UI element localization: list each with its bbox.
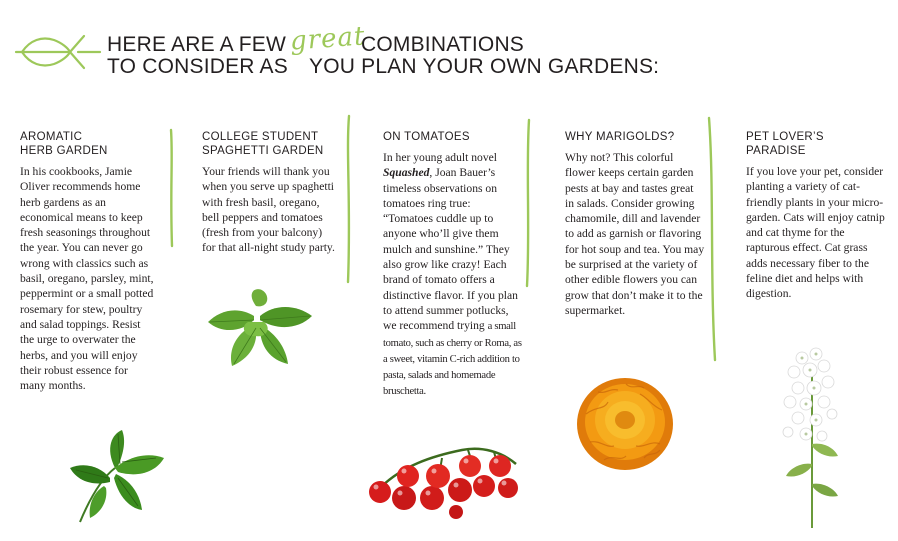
column-title xyxy=(20,130,155,158)
column-divider xyxy=(342,114,356,284)
body-text: In her young adult novel xyxy=(383,151,497,164)
column-body: If you love your pet, consider planting a variety of cat-friendly plants in your micro-garden. Cats will enjoy catnip and cat thyme for the rapturous effect. Cat grass adds necessary fiber to the feline diet and helps with digestion. xyxy=(746,165,885,301)
column-title xyxy=(202,130,337,158)
cherry-tomatoes-image xyxy=(362,436,524,520)
column-title-line1: WHY MARIGOLDS? xyxy=(565,131,675,143)
basil-image xyxy=(200,286,318,370)
parsley-image xyxy=(60,428,170,524)
leaf-arrow-icon xyxy=(14,26,106,78)
column-tomatoes xyxy=(383,130,523,400)
column-title-line1: COLLEGE STUDENT xyxy=(202,131,319,143)
headline xyxy=(107,21,667,80)
column-title-line2: PARADISE xyxy=(746,145,806,157)
column-title-line1: ON TOMATOES xyxy=(383,131,470,143)
column-title-line2: HERB GARDEN xyxy=(20,145,108,157)
column-body: Why not? This colorful flower keeps certain garden pests at bay and tastes great in salads. Consider growing chamomile, dill and lavender to add as garnish or flavoring for hot soup and tea. You may be surprised at the variety of other edible flowers you can grow that don’t make it to the supermarket. xyxy=(565,151,705,317)
column-title xyxy=(383,130,523,144)
column-title xyxy=(746,130,886,158)
headline-line1-start: HERE ARE A FEW xyxy=(107,33,287,56)
column-body: Your friends will thank you when you serve up spaghetti with fresh basil, oregano, bell peppers and tomatoes (fresh from your balcony) for that all-night study party. xyxy=(202,165,335,255)
headline-line2-end: YOU PLAN YOUR OWN GARDENS: xyxy=(309,55,660,78)
body-text: , Joan Bauer’s timeless observations on tomatoes ring true: “Tomatoes cuddle up to anyone who’ll give them mulch and sunshine.” They also grow like crazy! Each brand of tomato offers a distinctive flavor. If you plan to attend summer potlucks, we recommend trying xyxy=(383,166,518,333)
column-spaghetti-garden xyxy=(202,130,337,256)
column-body xyxy=(383,150,523,400)
column-title-line1: PET LOVER’S xyxy=(746,131,824,143)
headline-line2-start: TO CONSIDER AS xyxy=(107,55,288,78)
column-marigolds xyxy=(565,130,705,318)
column-body: In his cookbooks, Jamie Oliver recommends home herb gardens as an economical means to keep fresh seasonings throughout the year. You can never go wrong with classics such as basil, oregano, parsley, mint, peppermint or a small potted rosemary for stew, poultry and salad toppings. Resist the urge to overwater the herbs, and you will enjoy their robust essence for many months. xyxy=(20,165,154,393)
column-title-line2: SPAGHETTI GARDEN xyxy=(202,145,324,157)
headline-accent-word: great xyxy=(289,21,367,57)
column-title-line1: AROMATIC xyxy=(20,131,83,143)
column-herb-garden xyxy=(20,130,155,393)
book-title: Squashed xyxy=(383,166,430,180)
body-text-condensed: a small tomato, such as cherry or Roma, as a sweet, vitamin C-rich addition to pasta, salads and homemade bruschetta. xyxy=(383,321,522,398)
column-title xyxy=(565,130,705,144)
catnip-image xyxy=(772,344,850,528)
headline-line1-end: COMBINATIONS xyxy=(361,33,525,56)
marigold-image xyxy=(574,370,676,474)
column-divider xyxy=(521,118,535,288)
column-pet-paradise xyxy=(746,130,886,302)
column-divider xyxy=(164,128,178,248)
column-divider xyxy=(704,116,720,362)
